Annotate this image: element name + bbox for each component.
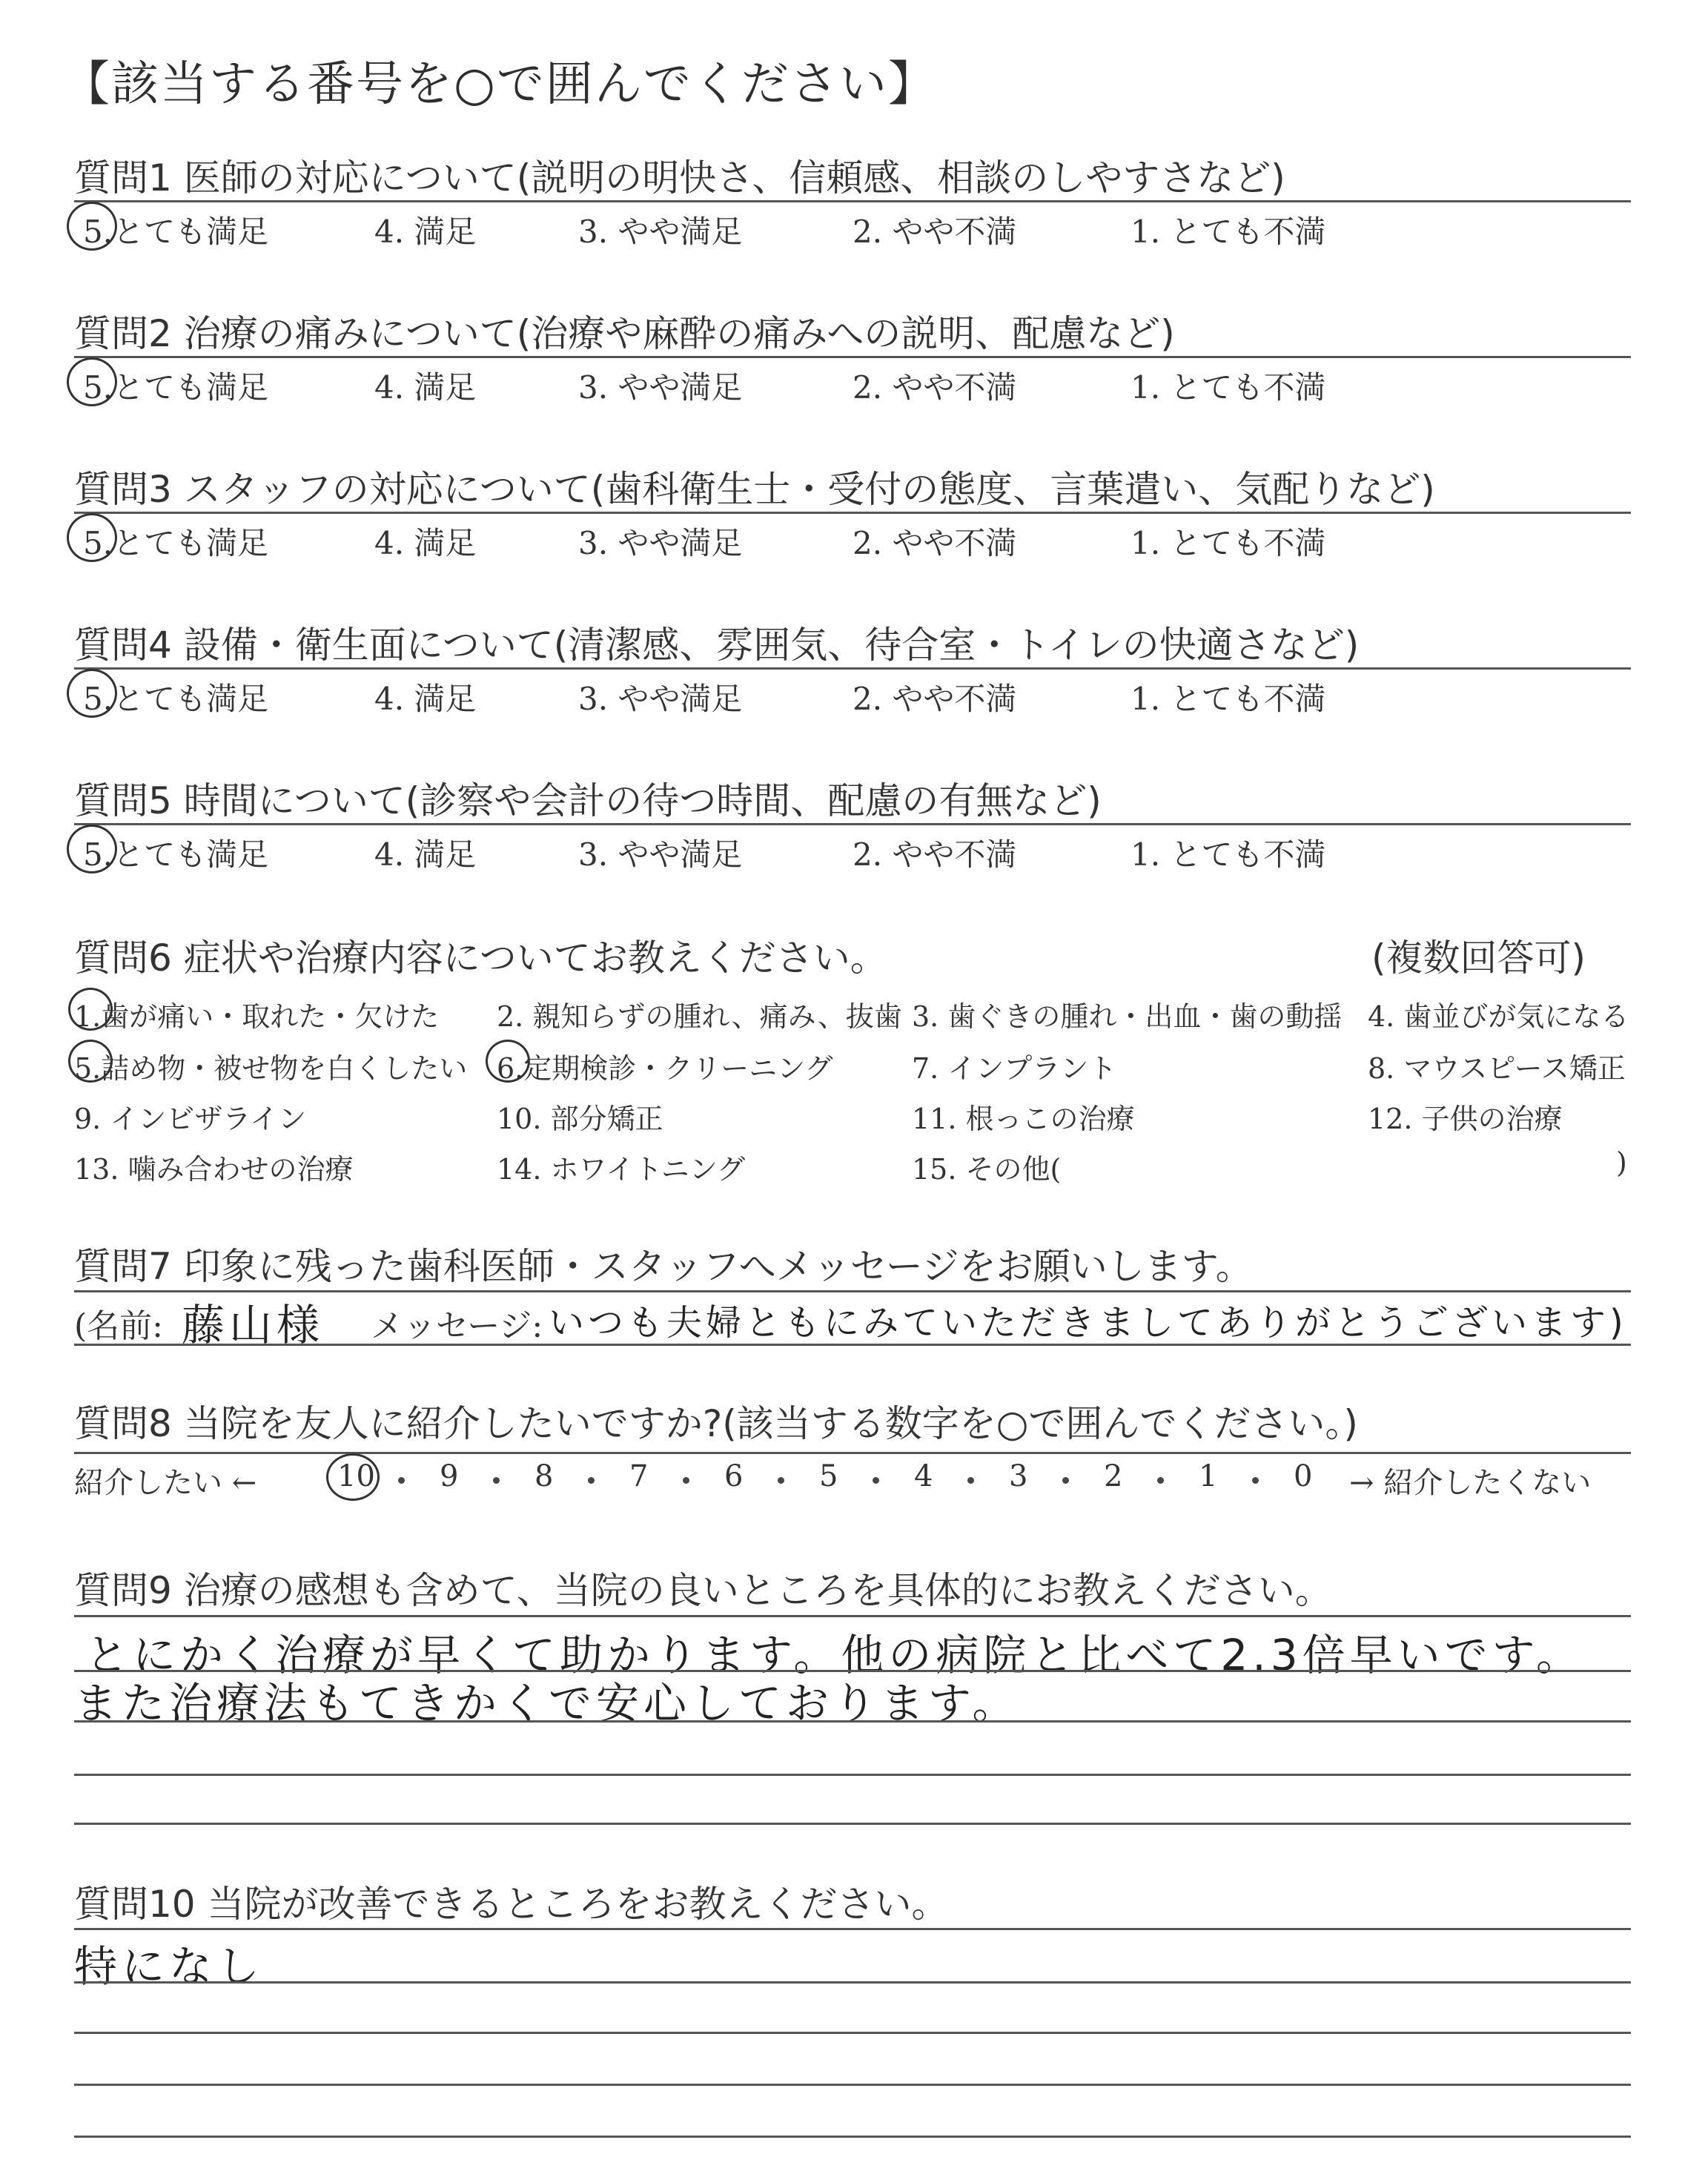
q4-option-2[interactable]: 2. やや不満: [853, 681, 1017, 717]
q3-option-3[interactable]: 3. やや満足: [578, 525, 743, 561]
page-heading: 【該当する番号を○で囲んでください】: [62, 57, 937, 112]
q5-option-5[interactable]: 5.とても満足: [83, 836, 269, 873]
q6-item-1[interactable]: 1.歯が痛い・取れた・欠けた: [74, 1000, 440, 1033]
q8-scale-3[interactable]: 3: [1009, 1459, 1028, 1493]
q4-selected-circle: [67, 669, 117, 718]
q6-item-16[interactable]: ): [1616, 1146, 1627, 1179]
q8-title: 質問8 当院を友人に紹介したいですか?(該当する数字を○で囲んでください。): [74, 1402, 1358, 1445]
q10-rule-3: [74, 2032, 1631, 2034]
q8-scale-separator: [588, 1477, 595, 1484]
q6-item-12[interactable]: 12. 子供の治療: [1368, 1103, 1563, 1135]
q10-rule-1: [74, 1928, 1631, 1930]
q5-option-2[interactable]: 2. やや不満: [853, 836, 1017, 873]
q6-item-5[interactable]: 5.詰め物・被せ物を白くしたい: [74, 1052, 468, 1085]
q6-item-6[interactable]: 6.定期検診・クリーニング: [497, 1052, 833, 1085]
q2-title: 質問2 治療の痛みについて(治療や麻酔の痛みへの説明、配慮など): [74, 312, 1175, 355]
q8-scale-separator: [1157, 1477, 1164, 1484]
q1-rule: [74, 200, 1631, 202]
q6-item-3[interactable]: 3. 歯ぐきの腫れ・出血・歯の動揺: [912, 1000, 1343, 1033]
q10-rule-4: [74, 2084, 1631, 2086]
q8-scale-10[interactable]: 10: [337, 1459, 375, 1493]
q8-scale-8[interactable]: 8: [534, 1459, 554, 1493]
q2-option-5[interactable]: 5.とても満足: [83, 369, 269, 406]
q8-scale-9[interactable]: 9: [440, 1459, 459, 1493]
q9-rule-3: [74, 1720, 1631, 1723]
q7-name-value[interactable]: 藤山様: [182, 1300, 325, 1350]
q3-rule: [74, 512, 1631, 514]
q6-selected-circle-3: [486, 1040, 530, 1083]
q3-option-1[interactable]: 1. とても不満: [1131, 525, 1326, 561]
q1-option-3[interactable]: 3. やや満足: [578, 214, 743, 250]
q9-rule-5: [74, 1823, 1631, 1825]
q4-rule: [74, 667, 1631, 670]
q1-option-1[interactable]: 1. とても不満: [1131, 214, 1326, 250]
q3-selected-circle: [67, 513, 117, 562]
q5-selected-circle: [67, 825, 117, 873]
q10-answer[interactable]: 特になし: [74, 1941, 265, 1992]
q9-rule-4: [74, 1774, 1631, 1776]
q8-scale-5[interactable]: 5: [819, 1459, 838, 1493]
q1-option-4[interactable]: 4. 満足: [374, 214, 477, 250]
q3-option-5[interactable]: 5.とても満足: [83, 525, 269, 561]
q10-title: 質問10 当院が改善できるところをお教えください。: [74, 1883, 949, 1926]
q8-scale-separator: [398, 1477, 405, 1484]
q2-option-2[interactable]: 2. やや不満: [853, 369, 1017, 406]
q7-title: 質問7 印象に残った歯科医師・スタッフへメッセージをお願いします。: [74, 1245, 1253, 1288]
q4-option-1[interactable]: 1. とても不満: [1131, 681, 1326, 717]
q5-rule: [74, 823, 1631, 825]
q2-option-3[interactable]: 3. やや満足: [578, 369, 743, 406]
q2-option-1[interactable]: 1. とても不満: [1131, 369, 1326, 406]
q5-option-4[interactable]: 4. 満足: [374, 836, 477, 873]
q4-title: 質問4 設備・衛生面について(清潔感、雰囲気、待合室・トイレの快適さなど): [74, 624, 1360, 667]
q6-title: 質問6 症状や治療内容についてお教えください。: [74, 937, 887, 980]
q6-item-9[interactable]: 9. インビザライン: [74, 1103, 307, 1135]
q7-message-label: メッセージ:: [371, 1307, 543, 1345]
q6-selected-circle-2: [68, 1040, 113, 1083]
q6-item-4[interactable]: 4. 歯並びが気になる: [1368, 1000, 1629, 1033]
q5-title: 質問5 時間について(診察や会計の待つ時間、配慮の有無など): [74, 779, 1102, 822]
q4-option-5[interactable]: 5.とても満足: [83, 681, 269, 717]
q7-name-label: (名前:: [74, 1307, 163, 1345]
q4-option-3[interactable]: 3. やや満足: [578, 681, 743, 717]
q2-rule: [74, 356, 1631, 358]
q8-scale-separator: [1062, 1477, 1069, 1484]
q7-rule-bottom: [74, 1344, 1631, 1346]
q6-note: (複数回答可): [1371, 937, 1586, 980]
q9-rule-1: [74, 1615, 1631, 1617]
q8-scale-separator: [683, 1477, 689, 1484]
q8-scale-6[interactable]: 6: [724, 1459, 744, 1493]
q5-option-3[interactable]: 3. やや満足: [578, 836, 743, 873]
q8-scale-7[interactable]: 7: [629, 1459, 649, 1493]
q3-option-4[interactable]: 4. 満足: [374, 525, 477, 561]
q8-scale-2[interactable]: 2: [1104, 1459, 1123, 1493]
q6-item-8[interactable]: 8. マウスピース矯正: [1368, 1052, 1626, 1085]
q1-title: 質問1 医師の対応について(説明の明快さ、信頼感、相談のしやすさなど): [74, 156, 1285, 199]
q6-selected-circle-1: [68, 988, 113, 1031]
q8-right-label: → 紹介したくない: [1349, 1466, 1592, 1500]
q8-left-label: 紹介したい ←: [74, 1466, 257, 1500]
q6-item-15[interactable]: 15. その他(: [912, 1153, 1062, 1186]
q8-rule: [74, 1452, 1631, 1454]
q2-selected-circle: [67, 357, 117, 406]
q9-answer-line2[interactable]: また治療法もてきかくで安心しております。: [74, 1678, 1020, 1728]
q2-option-4[interactable]: 4. 満足: [374, 369, 477, 406]
q8-scale-separator: [873, 1477, 879, 1484]
q6-item-14[interactable]: 14. ホワイトニング: [497, 1153, 746, 1186]
q10-rule-2: [74, 1981, 1631, 1984]
q8-scale-separator: [967, 1477, 974, 1484]
q10-rule-5: [74, 2136, 1631, 2138]
q3-title: 質問3 スタッフの対応について(歯科衛生士・受付の態度、言葉遣い、気配りなど): [74, 468, 1435, 511]
q8-scale-separator: [493, 1477, 500, 1484]
q1-option-5[interactable]: 5.とても満足: [83, 214, 269, 250]
q6-item-13[interactable]: 13. 噛み合わせの治療: [74, 1153, 354, 1186]
q8-scale-1[interactable]: 1: [1199, 1459, 1218, 1493]
q1-option-2[interactable]: 2. やや不満: [853, 214, 1017, 250]
q6-item-7[interactable]: 7. インプラント: [912, 1052, 1117, 1085]
q4-option-4[interactable]: 4. 満足: [374, 681, 477, 717]
q7-message-value[interactable]: いつも夫婦ともにみていただきましてありがとうございます): [549, 1302, 1627, 1344]
q8-scale-0[interactable]: 0: [1294, 1459, 1313, 1493]
q6-item-10[interactable]: 10. 部分矯正: [497, 1103, 663, 1135]
q9-title: 質問9 治療の感想も含めて、当院の良いところを具体的にお教えください。: [74, 1569, 1332, 1612]
q3-option-2[interactable]: 2. やや不満: [853, 525, 1017, 561]
q5-option-1[interactable]: 1. とても不満: [1131, 836, 1326, 873]
q8-selected-circle: [326, 1453, 380, 1501]
q1-selected-circle: [67, 202, 117, 251]
q8-scale-4[interactable]: 4: [914, 1459, 933, 1493]
q9-answer-line1[interactable]: とにかく治療が早くて助かります。他の病院と比べて2.3倍早いです。: [85, 1630, 1583, 1680]
q8-scale-separator: [778, 1477, 784, 1484]
q6-item-2[interactable]: 2. 親知らずの腫れ、痛み、抜歯: [497, 1000, 902, 1033]
q8-scale-separator: [1252, 1477, 1259, 1484]
q6-item-11[interactable]: 11. 根っこの治療: [912, 1103, 1135, 1135]
